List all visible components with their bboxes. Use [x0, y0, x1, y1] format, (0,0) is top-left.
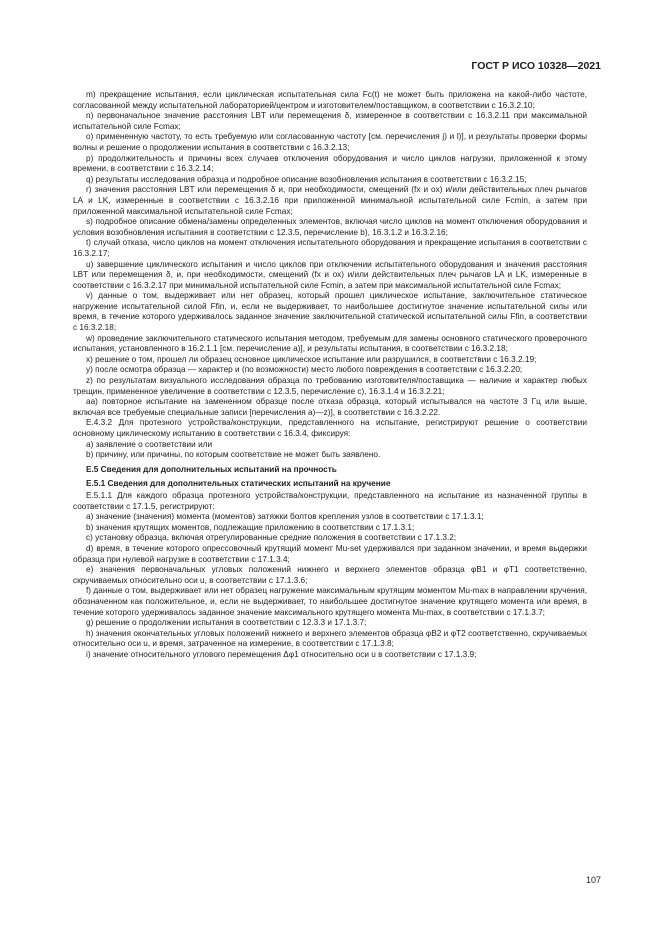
list-item-a: a) заявление о соответствии или: [86, 439, 213, 449]
clause-e-5-1-1: E.5.1.1 Для каждого образца протезного устройства/конструкции, представленного на испытание из назначенной группы в соответствии с 17.1.5, регистрируют:: [73, 490, 587, 511]
paragraph-t: t) случай отказа, число циклов на момент отключения испытательного оборудования и прекращение испытания в соответствии с 16.3.2.17;: [73, 238, 587, 258]
list-item-i-torque: i) значение относительного углового перемещения Δφ1 относительно оси u в соответствии с 17.1.3.9;: [86, 649, 477, 659]
page-number: 107: [585, 875, 601, 885]
list-item-e-torque: e) значения первоначальных угловых положений нижнего и верхнего элементов образца φB1 и φT1 соответственно, скручиваемых относительно оси u, в соответствии с 17.1.3.6;: [73, 565, 587, 585]
list-item-g-torque: g) решение о продолжении испытания в соответствии с 12.3.3 и 17.1.3.7;: [86, 618, 367, 628]
list-item-f-torque: f) данные о том, выдерживает или нет образец нагружение максимальным крутящим моментом Mu-max в направлении кручения, обозначенном как положительное, и, если не выдерживает, то наибольшее достигнутое значение крутящего момента или время, в течение которого удерживалось заданное значение максимального крутящего момента Mu-max, в соответствии с 17.1.3.7;: [73, 586, 587, 617]
paragraph-o: o) примененную частоту, то есть требуемую или согласованную частоту [см. перечисления j) и l)], и результаты проверки формы волны и решение о продолжении испытания в соответствии с 16.3.2.13;: [73, 132, 587, 152]
paragraph-u: u) завершение циклического испытания и число циклов при отключении испытательного оборудования и значения расстояния LBT или перемещения δ, и, при необходимости, смещений (fx и ox) и/или действительных плеч рычагов LA и LK, измеренные в соответствии с 16.3.2.17 при минимальной испытательной силе Fcmin, а затем при максимальной испытательной силе Fcmax;: [73, 259, 587, 290]
section-heading-e5: E.5 Сведения для дополнительных испытаний на прочность: [86, 464, 337, 474]
paragraph-v: v) данные о том, выдерживает или нет образец, который прошел циклическое испытание, заключительное статическое нагружение испытательной силой Ffin, и, если не выдерживает, то наибольшее достигнутое значение испытательной силы или время, в течение которого удерживалось заданное значение заключительной статической испытательной силы Ffin, в соответствии с 16.3.2.18;: [73, 291, 587, 333]
paragraph-r: r) значения расстояния LBT или перемещения δ и, при необходимости, смещений (fx и ox) и/или действительных плеч рычагов LA и LK, измеренные в соответствии с 16.3.2.16 при приложенной минимальной испытательной силе Fcmin, а затем при приложенной максимальной испытательной силе Fcmax;: [73, 185, 587, 216]
page-body: [73, 90, 587, 660]
paragraph-q: q) результаты исследования образца и подробное описание возобновления испытания в соответствии с 16.3.2.15;: [86, 174, 527, 184]
paragraph-m: m) прекращение испытания, если циклическая испытательная сила Fc(t) не может быть приложена на какой-либо частоте, согласованной между испытательной лабораторией/центром и изготовителем/поставщиком, в соответствии с 16.3.2.10;: [73, 90, 587, 110]
paragraph-s: s) подробное описание обмена/замены определенных элементов, включая число циклов на момент отключения оборудования и условия возобновления испытания в соответствии с 12.3.5, перечисление b), 16.3.1.2 и 16.3.2.16;: [73, 217, 587, 237]
list-item-c-torque: c) установку образца, включая отрегулированные средние положения в соответствии с 17.1.3.2;: [86, 533, 457, 543]
paragraph-w: w) проведение заключительного статического испытания методом, требуемым для замены основного статического проверочного испытания, установленного в 16.2.1.1 [см. перечисление a)], и результаты испытания, в соответствии с 16.3.2.18;: [73, 333, 587, 354]
list-item-b: b) причину, или причины, по которым соответствие не может быть заявлено.: [86, 450, 381, 460]
paragraph-n: n) первоначальное значение расстояния LBT или перемещения δ, измеренное в соответствии с 16.3.2.11 при максимальной испытательной силе Fcmax;: [73, 111, 587, 131]
list-item-b-torque: b) значения крутящих моментов, подлежащие приложению в соответствии с 17.1.3.1;: [86, 522, 415, 532]
paragraph-p: p) продолжительность и причины всех случаев отключения оборудования и число циклов нагрузки, приложенной к этому времени, в соответствии с 16.3.2.14;: [73, 153, 587, 174]
paragraph-z: z) по результатам визуального исследования образца по требованию изготовителя/поставщика — наличие и характер любых трещин, примененное увеличение в соответствии с 12.3.5, перечисление c), 16.3.1.4 и 16.3.2.21;: [73, 376, 587, 396]
clause-e-4-3-2: E.4.3.2 Для протезного устройства/конструкции, представленного на испытание, регистрируют решение о соответствии основному циклическому испытанию в соответствии с 16.3.4, фиксируя:: [73, 418, 587, 438]
paragraph-x: x) решение о том, прошел ли образец основное циклическое испытание или разрушился, в соответствии с 16.3.2.19;: [86, 354, 537, 364]
paragraph-aa: aa) повторное испытание на замененном образце после отказа образца, который испытывался на частоте 3 Гц или выше, включая все требуемые специальные записи [перечисления a)—z)], в соответствии с 16.3.2.22.: [73, 397, 587, 417]
paragraph-y: y) после осмотра образца — характер и (по возможности) место любого повреждения в соответствии с 16.3.2.20;: [86, 365, 523, 375]
list-item-d-torque: d) время, в течение которого опрессовочный крутящий момент Mu-set удерживался при заданном значении, и время выдержки образца при нулевой нагрузке в соответствии с 17.1.3.4;: [73, 543, 587, 564]
list-item-a-torque: a) значение (значения) момента (моментов) затяжки болтов крепления узлов в соответствии с 17.1.3.1;: [86, 512, 484, 522]
standard-header: ГОСТ Р ИСО 10328—2021: [471, 60, 601, 72]
section-heading-e5-1: E.5.1 Сведения для дополнительных статических испытаний на кручение: [86, 479, 391, 489]
list-item-h-torque: h) значения окончательных угловых положений нижнего и верхнего элементов образца φB2 и φT2 соответственно, скручиваемых относительно оси u, и время, затраченное на измерение, в соответствии с 17.1.3.8;: [73, 628, 587, 649]
